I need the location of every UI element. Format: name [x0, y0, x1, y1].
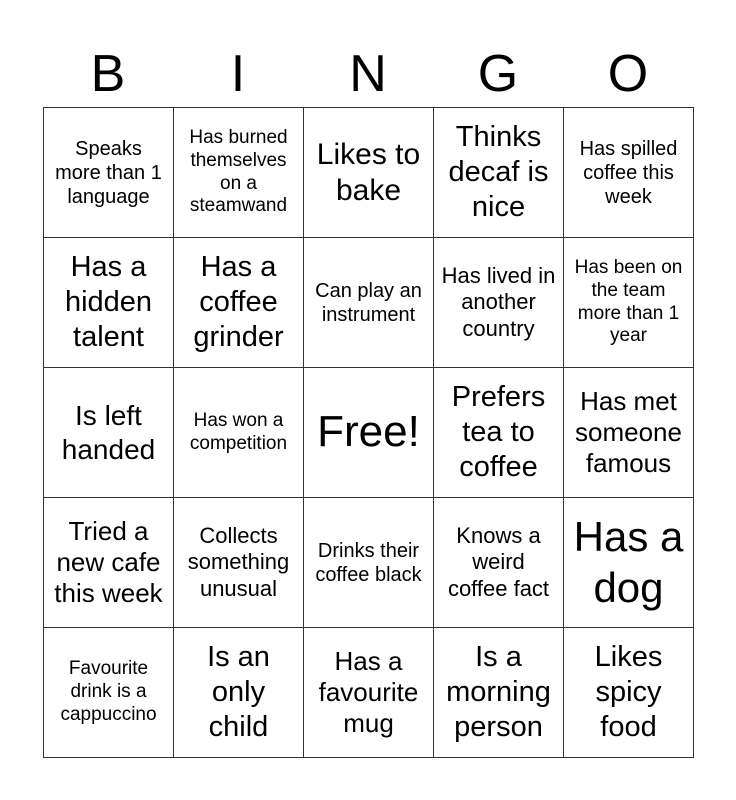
cell-text: Has a hidden talent [64, 251, 153, 353]
grid-row [44, 108, 694, 238]
cell-text: Has burned themselves on a steamwand [189, 126, 288, 217]
bingo-cell[interactable] [44, 238, 174, 368]
grid-row [44, 498, 694, 628]
cell-text: Is left handed [61, 399, 156, 465]
bingo-grid [43, 107, 694, 758]
bingo-cell[interactable] [434, 628, 564, 758]
free-space-cell[interactable] [304, 368, 434, 498]
cell-text: Knows a weird coffee fact [447, 522, 550, 601]
bingo-cell[interactable] [564, 368, 694, 498]
bingo-cell[interactable] [174, 108, 304, 238]
bingo-cell[interactable] [44, 628, 174, 758]
bingo-cell[interactable] [44, 498, 174, 628]
cell-text: Drinks their coffee black [315, 539, 422, 586]
grid-row [44, 368, 694, 498]
bingo-cell[interactable] [434, 238, 564, 368]
free-space-text: Free! [317, 407, 420, 457]
bingo-cell[interactable] [564, 238, 694, 368]
header-letter-o: O [607, 45, 649, 103]
header-letter-n: N [349, 45, 387, 103]
bingo-cell[interactable] [44, 368, 174, 498]
cell-text: Thinks decaf is nice [448, 121, 549, 223]
bingo-header [43, 40, 693, 108]
header-letter-i: I [230, 45, 246, 103]
bingo-cell[interactable] [304, 628, 434, 758]
header-letter-b: B [90, 45, 126, 103]
cell-text: Has won a competition [189, 409, 288, 454]
bingo-cell[interactable] [564, 628, 694, 758]
bingo-cell[interactable] [304, 498, 434, 628]
bingo-cell[interactable] [44, 108, 174, 238]
cell-text: Has a dog [573, 513, 684, 611]
cell-text: Speaks more than 1 language [55, 137, 162, 208]
grid-row [44, 238, 694, 368]
bingo-cell[interactable] [434, 368, 564, 498]
bingo-cell[interactable] [564, 108, 694, 238]
cell-text: Has been on the team more than 1 year [574, 256, 683, 347]
bingo-cell[interactable] [434, 498, 564, 628]
bingo-cell[interactable] [564, 498, 694, 628]
cell-text: Has a favourite mug [318, 645, 419, 739]
cell-text: Favourite drink is a cappuccino [60, 658, 157, 725]
cell-text: Tried a new cafe this week [54, 515, 163, 609]
bingo-cell[interactable] [174, 368, 304, 498]
cell-text: Has met someone famous [575, 385, 682, 479]
cell-text: Is an only child [207, 641, 270, 743]
cell-text: Prefers tea to coffee [451, 381, 546, 483]
cell-text: Can play an instrument [315, 279, 422, 326]
cell-text: Has a coffee grinder [193, 251, 284, 353]
header-letter-g: G [477, 45, 519, 103]
bingo-cell[interactable] [434, 108, 564, 238]
bingo-cell[interactable] [304, 108, 434, 238]
cell-text: Is a morning person [446, 641, 551, 743]
bingo-cell[interactable] [174, 238, 304, 368]
cell-text: Has spilled coffee this week [579, 137, 678, 208]
bingo-cell[interactable] [174, 628, 304, 758]
cell-text: Collects something unusual [187, 522, 290, 601]
cell-text: Likes to bake [316, 137, 421, 207]
cell-text: Likes spicy food [594, 641, 663, 743]
grid-row [44, 628, 694, 758]
bingo-cell[interactable] [304, 238, 434, 368]
cell-text: Has lived in another country [441, 262, 556, 341]
bingo-cell[interactable] [174, 498, 304, 628]
